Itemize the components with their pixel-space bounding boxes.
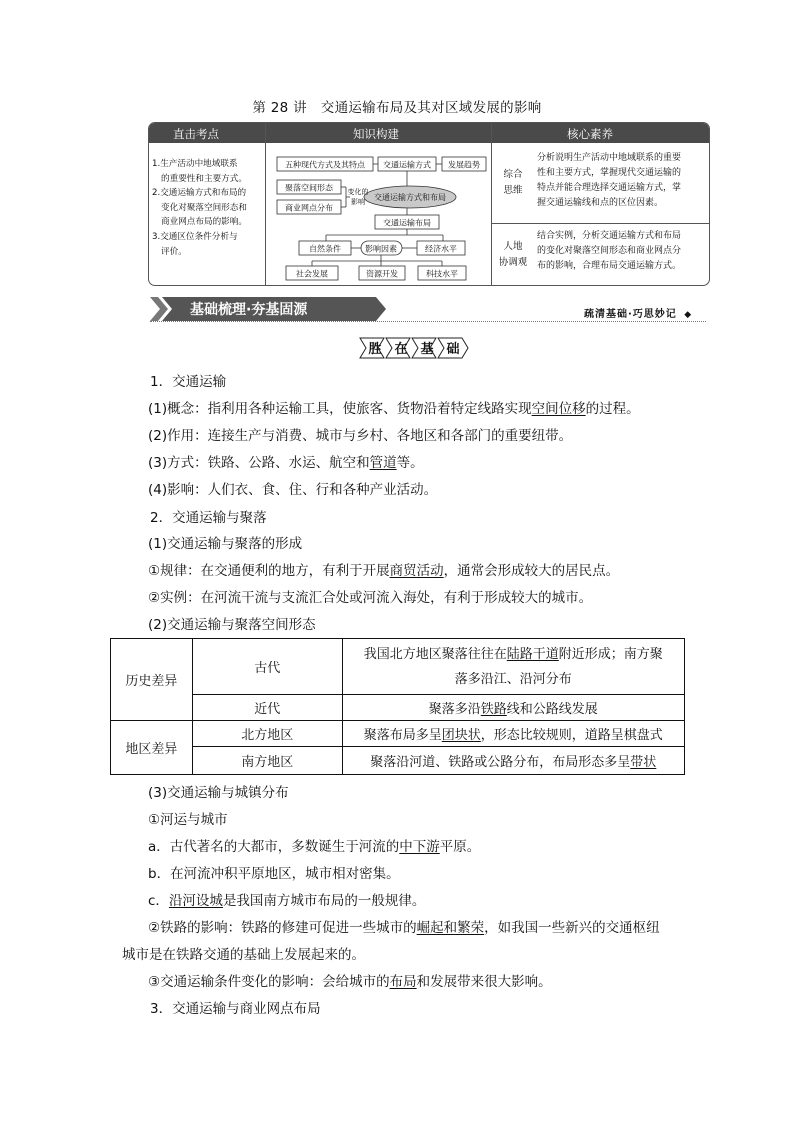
mindmap-label: 影响 — [351, 198, 365, 206]
badge-char: 础 — [446, 342, 460, 357]
table-cell: 古代 — [192, 639, 342, 695]
mindmap-label: 变化的 — [347, 188, 369, 196]
paragraph-example: ②实例：在河流干流与支流汇合处或河流入海处，有利于形成较大的城市。 — [148, 590, 593, 606]
subheading: (3)交通运输与城镇分布 — [148, 785, 289, 801]
table-cell: 近代 — [192, 695, 342, 721]
exam-point-line: 1.生产活动中地域联系 — [152, 159, 238, 169]
lecture-title: 第 28 讲 交通运输布局及其对区域发展的影响 — [252, 100, 542, 116]
paragraph: ③交通运输条件变化的影响：会给城市的布局和发展带来很大影响。 — [148, 974, 552, 990]
table-row-header: 历史差异 — [111, 639, 193, 721]
mindmap-label: 交通运输布局 — [383, 218, 431, 228]
paragraph: ①河运与城市 — [148, 812, 228, 828]
exam-point-line: 2.交通运输方式和布局的 — [152, 188, 247, 199]
section-heading: 1．交通运输 — [150, 374, 227, 390]
competency-line: 性和主要方式，掌握现代交通运输的 — [537, 168, 682, 178]
table-cell: 我国北方地区聚落往往在陆路干道附近形成；南方聚 落多沿江、沿河分布 — [342, 639, 684, 695]
section-heading: 3．交通运输与商业网点布局 — [150, 1001, 321, 1017]
exam-point-line: 变化对聚落空间形态和 — [161, 202, 247, 213]
badge-char: 胜 — [368, 342, 382, 357]
competency-text — [537, 151, 705, 211]
banner-underline — [150, 321, 706, 322]
table-cell: 南方地区 — [192, 747, 342, 775]
header-exam-points: 直击考点 — [173, 127, 219, 141]
paragraph-rule: ①规律：在交通便利的地方，有利于开展商贸活动，通常会形成较大的居民点。 — [148, 563, 620, 579]
exam-point-line: 3.交通区位条件分析与 — [152, 231, 238, 242]
mindmap-label: 五种现代方式及其特点 — [285, 160, 365, 170]
competency-line: 分析说明生产活动中地域联系的重要 — [537, 153, 682, 163]
mindmap-label: 资源开发 — [366, 269, 398, 279]
competency-line: 结合实例，分析交通运输方式和布局 — [537, 231, 682, 241]
exam-points-list — [152, 157, 262, 259]
competency-label — [493, 239, 533, 271]
exam-point-line: 评价。 — [161, 246, 187, 257]
mindmap-label: 自然条件 — [309, 244, 341, 254]
paragraph-role: (2)作用：连接生产与消费、城市与乡村、各地区和各部门的重要纽带。 — [148, 428, 573, 444]
badge-char: 基 — [420, 342, 434, 357]
section-badge — [358, 336, 470, 360]
key-term: 陆路干道 — [506, 646, 559, 662]
exam-point-line: 的重要性和主要方式。 — [161, 173, 247, 184]
table-cell: 聚落布局多呈团块状，形态比较规则，道路呈棋盘式 — [342, 721, 684, 747]
subheading: (1)交通运输与聚落的形成 — [148, 536, 303, 552]
competency-line: 特点并能合理选择交通运输方式，掌 — [537, 183, 682, 193]
paragraph-concept: (1)概念：指利用各种运输工具，使旅客、货物沿着特定线路实现空间位移的过程。 — [148, 401, 640, 417]
mindmap-label: 发展趋势 — [448, 160, 480, 170]
mindmap-label: 交通运输方式 — [383, 160, 431, 170]
table-cell: 北方地区 — [192, 721, 342, 747]
competency-divider — [492, 223, 709, 224]
exam-point-line: 商业网点布局的影响。 — [161, 217, 247, 228]
mindmap-label: 经济水平 — [425, 244, 457, 254]
knowledge-mindmap — [266, 143, 492, 285]
paragraph: ②铁路的影响：铁路的修建可促进一些城市的崛起和繁荣，如我国一些新兴的交通枢纽 — [148, 920, 660, 936]
key-term: 管道 — [369, 455, 397, 471]
mindmap-label: 社会发展 — [296, 269, 328, 279]
paragraph-influence: (4)影响：人们衣、食、住、行和各种产业活动。 — [148, 482, 438, 498]
paragraph: b．在河流冲积平原地区，城市相对密集。 — [148, 866, 400, 882]
table-cell: 聚落多沿铁路线和公路线发展 — [342, 695, 684, 721]
paragraph: a．古代著名的大都市，多数诞生于河流的中下游平原。 — [148, 839, 481, 855]
banner-title: 基础梳理·夯基固源 — [190, 302, 308, 318]
overview-box — [148, 122, 710, 286]
competency-text — [537, 229, 705, 274]
settlement-form-table — [110, 638, 685, 775]
competency-label-line: 思维 — [503, 185, 523, 196]
key-term: 团块状 — [441, 728, 481, 743]
section-heading: 2．交通运输与聚落 — [150, 510, 267, 526]
mindmap-label: 聚落空间形态 — [285, 183, 333, 193]
header-competency: 核心素养 — [567, 127, 613, 141]
paragraph: 城市是在铁路交通的基础上发展起来的。 — [122, 947, 365, 963]
mindmap-label: 科技水平 — [426, 269, 458, 279]
table-cell: 聚落沿河道、铁路或公路分布，布局形态多呈带状 — [342, 747, 684, 775]
badge-char: 在 — [394, 342, 408, 357]
competency-label — [493, 167, 533, 199]
key-term: 空间位移 — [531, 401, 586, 417]
competency-line: 握交通运输线和点的区位因素。 — [537, 198, 664, 208]
banner-slogan-text: 疏清基础·巧思妙记 — [584, 309, 677, 320]
competency-label-line: 人地 — [503, 241, 523, 252]
key-term: 带状 — [630, 755, 657, 770]
mindmap-label: 影响因素 — [365, 244, 397, 254]
banner-slogan — [584, 305, 692, 320]
diamond-icon: ◆ — [684, 310, 693, 320]
paragraph: c．沿河设城是我国南方城市布局的一般规律。 — [148, 893, 426, 909]
key-term: 中下游 — [399, 839, 440, 855]
competency-line: 的变化对聚落空间形态和商业网点分 — [537, 246, 682, 256]
key-term: 铁路 — [480, 702, 507, 717]
key-term: 布局 — [389, 974, 417, 990]
key-term: 崛起和繁荣 — [416, 920, 485, 936]
competency-label-line: 协调观 — [498, 257, 528, 268]
competency-label-line: 综合 — [503, 169, 523, 180]
key-term: 商贸活动 — [389, 563, 444, 579]
subheading: (2)交通运输与聚落空间形态 — [148, 617, 316, 633]
competency-line: 布的影响，合理布局交通运输方式。 — [537, 261, 682, 271]
overview-header — [149, 123, 709, 143]
header-knowledge: 知识构建 — [353, 127, 399, 141]
mindmap-label: 商业网点分布 — [285, 203, 333, 213]
section-banner — [150, 297, 386, 321]
mindmap-center-label: 交通运输方式和布局 — [374, 193, 446, 202]
table-row-header: 地区差异 — [111, 721, 193, 775]
paragraph-modes: (3)方式：铁路、公路、水运、航空和管道等。 — [148, 455, 424, 471]
key-term: 沿河设城 — [168, 893, 223, 909]
